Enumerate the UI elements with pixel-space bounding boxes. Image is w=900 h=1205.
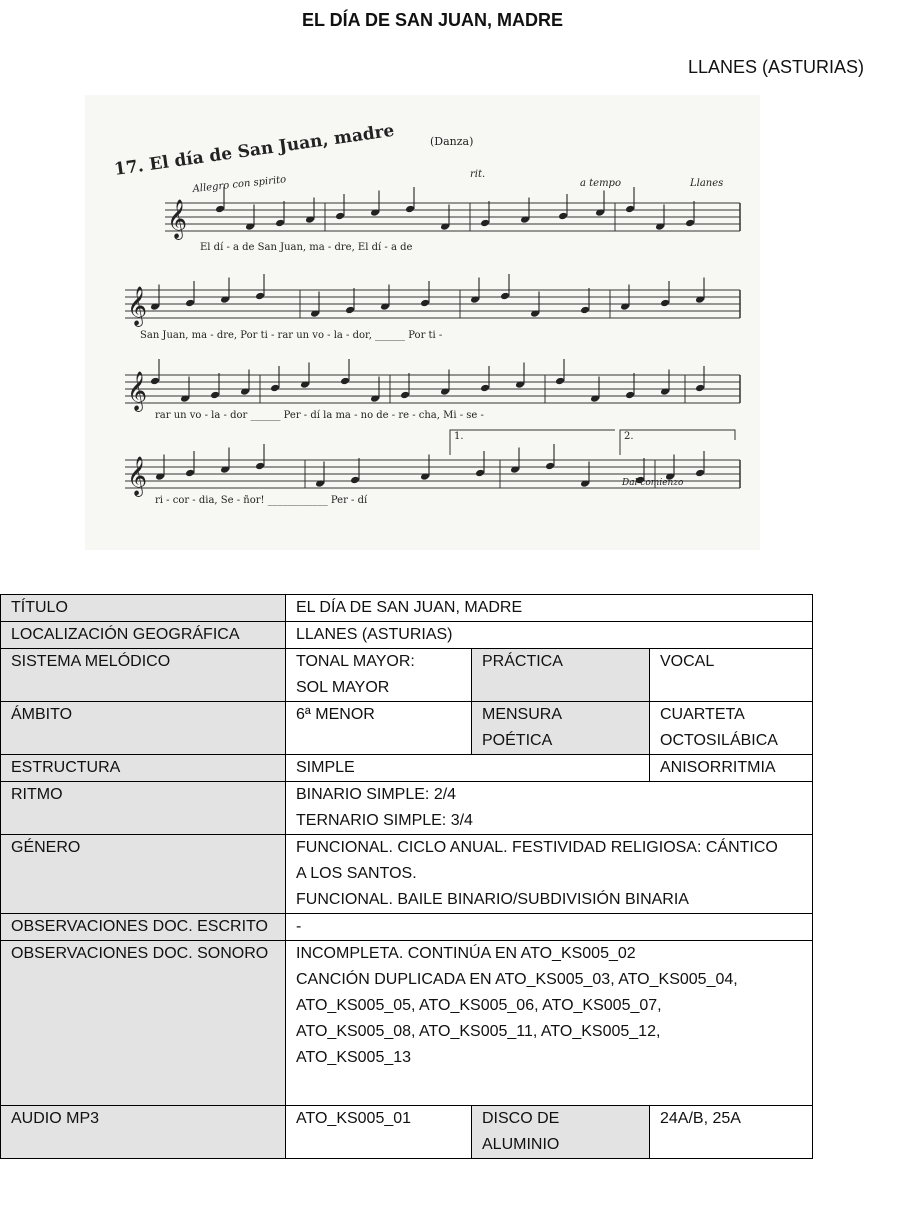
score-a-tempo: a tempo [580,178,621,189]
mensura-value [650,702,813,755]
ritmo-line-1: BINARIO SIMPLE: 2/4 [296,786,457,803]
obs-sonoro-line-2: CANCIÓN DUPLICADA EN ATO_KS005_03, ATO_KS005_04, [296,971,738,988]
score-tempo: Allegro con spirito [192,174,287,195]
obs-sonoro-line-5: ATO_KS005_13 [296,1049,412,1066]
practica-value: VOCAL [650,649,813,702]
ambito-value: 6ª MENOR [286,702,472,755]
audio-value: ATO_KS005_01 [286,1106,472,1159]
mensura-line-2: OCTOSILÁBICA [660,732,778,749]
disco-value: 24A/B, 25A [650,1106,813,1159]
row-sistema [1,649,813,702]
genero-value [286,835,813,914]
disco-label [472,1106,650,1159]
sistema-value [286,649,472,702]
mensura-label-line-2: POÉTICA [482,732,553,749]
ritmo-line-2: TERNARIO SIMPLE: 3/4 [296,812,473,829]
treble-clef-icon: 𝄞 [127,456,148,496]
row-titulo [1,595,813,622]
genero-line-1: FUNCIONAL. CICLO ANUAL. FESTIVIDAD RELIGIOSA: CÁNTICO [296,839,778,856]
document-location: LLANES (ASTURIAS) [687,57,864,77]
mensura-label [472,702,650,755]
row-ritmo [1,782,813,835]
genero-line-3: FUNCIONAL. BAILE BINARIO/SUBDIVISIÓN BINARIA [296,891,689,908]
row-genero [1,835,813,914]
audio-label: AUDIO MP3 [1,1106,286,1159]
ritmo-label: RITMO [1,782,286,835]
estructura-value: SIMPLE [286,755,650,782]
obs-escrito-label: OBSERVACIONES DOC. ESCRITO [1,914,286,941]
titulo-label: TÍTULO [1,595,286,622]
score-genre-mark: (Danza) [430,135,474,148]
ambito-label: ÁMBITO [1,702,286,755]
disco-label-line-2: ALUMINIO [482,1136,560,1153]
estructura-extra: ANISORRITMIA [650,755,813,782]
mensura-label-line-1: MENSURA [482,706,563,723]
obs-sonoro-line-4: ATO_KS005_08, ATO_KS005_11, ATO_KS005_12, [296,1023,661,1040]
treble-clef-icon: 𝄞 [167,199,188,239]
localizacion-value: LLANES (ASTURIAS) [286,622,813,649]
score-heading: 17. El día de San Juan, madre [112,120,396,180]
metadata-table [0,594,813,1159]
lyrics-line-2: San Juan, ma - dre, Por ti - rar un vo - la - dor, ______ Por ti - [140,330,443,341]
sistema-line-2: SOL MAYOR [296,679,390,696]
obs-sonoro-line-1: INCOMPLETA. CONTINÚA EN ATO_KS005_02 [296,945,636,962]
lyrics-line-1: El dí - a de San Juan, ma - dre, El dí - a de [200,242,413,253]
mensura-line-1: CUARTETA [660,706,745,723]
treble-clef-icon: 𝄞 [127,371,148,411]
ritmo-value [286,782,813,835]
document-title: EL DÍA DE SAN JUAN, MADRE [301,10,564,30]
obs-sonoro-label: OBSERVACIONES DOC. SONORO [1,941,286,1106]
practica-label: PRÁCTICA [472,649,650,702]
sistema-line-1: TONAL MAYOR: [296,653,415,670]
sistema-label: SISTEMA MELÓDICO [1,649,286,702]
volta-2: 2. [624,431,634,442]
treble-clef-icon: 𝄞 [127,286,148,326]
row-localizacion [1,622,813,649]
row-obs-sonoro [1,941,813,1106]
row-estructura [1,755,813,782]
lyrics-line-4: ri - cor - dia, Se - ñor! ____________ Per - dí [155,495,368,506]
sheet-music-score [85,95,760,550]
row-obs-escrito [1,914,813,941]
dal-comienzo: Dal comienzo [622,478,684,488]
disco-label-line-1: DISCO DE [482,1110,560,1127]
obs-sonoro-value [286,941,813,1106]
row-ambito [1,702,813,755]
obs-sonoro-line-3: ATO_KS005_05, ATO_KS005_06, ATO_KS005_07, [296,997,662,1014]
estructura-label: ESTRUCTURA [1,755,286,782]
row-audio [1,1106,813,1159]
obs-escrito-value: - [286,914,813,941]
localizacion-label: LOCALIZACIÓN GEOGRÁFICA [1,622,286,649]
volta-1: 1. [454,431,464,442]
genero-label: GÉNERO [1,835,286,914]
titulo-value: EL DÍA DE SAN JUAN, MADRE [286,595,813,622]
score-rit: rit. [470,169,486,180]
lyrics-line-3: rar un vo - la - dor ______ Per - dí la ma - no de - re - cha, Mi - se - [155,410,484,421]
score-place: Llanes [690,178,724,189]
genero-line-2: A LOS SANTOS. [296,865,417,882]
